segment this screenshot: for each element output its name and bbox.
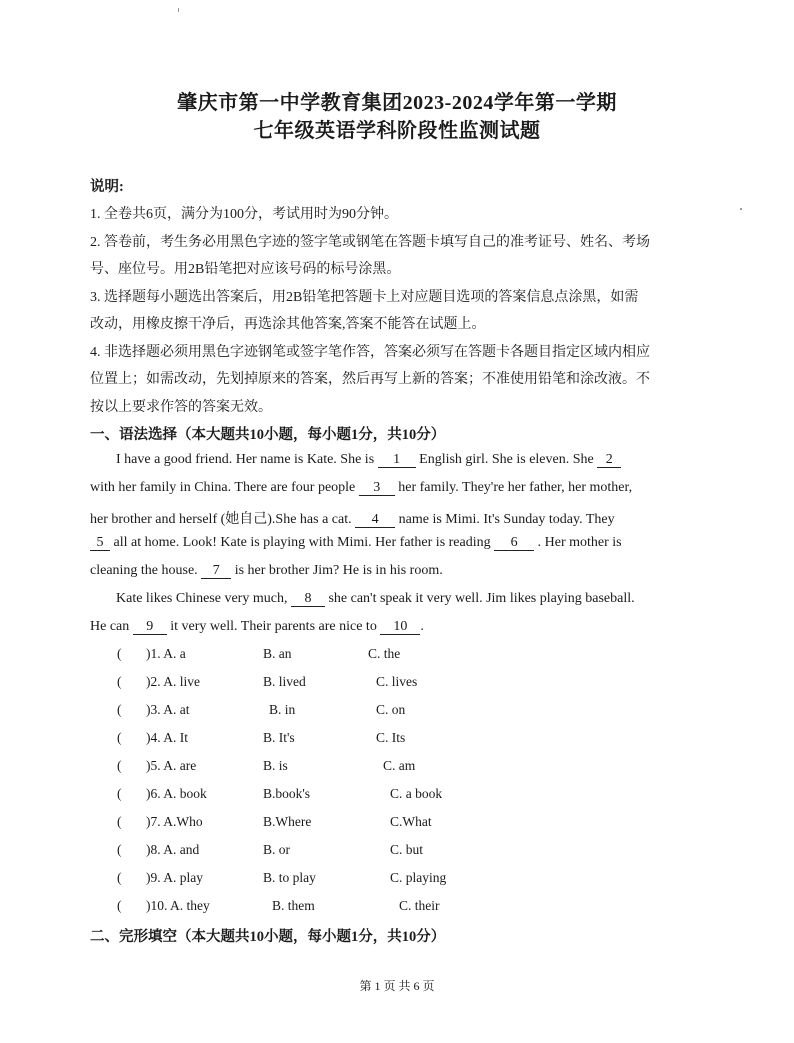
option-c: C. Its xyxy=(376,730,406,745)
answer-blank: 2 xyxy=(597,453,621,468)
option-c: C. the xyxy=(368,646,401,661)
option-b: B. or xyxy=(263,842,290,857)
option-b: B. to play xyxy=(263,870,316,885)
answer-blank: 10 xyxy=(380,620,420,635)
note-line: 2. 答卷前，考生务必用黑色字迹的签字笔或钢笔在答题卡填写自己的准考证号、姓名、考场 xyxy=(90,235,650,250)
note-line: 1. 全卷共6页，满分为100分，考试用时为90分钟。 xyxy=(90,207,398,222)
answer-paren[interactable]: ( xyxy=(117,814,122,829)
answer-blank: 1 xyxy=(378,453,416,468)
option-c: C. on xyxy=(376,702,406,717)
passage-text: it very well. Their parents are nice to xyxy=(170,619,377,634)
answer-blank: 8 xyxy=(291,592,325,607)
answer-blank: 9 xyxy=(133,620,167,635)
option-a: )5. A. are xyxy=(146,758,197,773)
option-c: C. lives xyxy=(376,674,418,689)
answer-paren[interactable]: ( xyxy=(117,646,122,661)
page-footer: 第 1 页 共 6 页 xyxy=(359,979,435,993)
answer-paren[interactable]: ( xyxy=(117,702,122,717)
answer-blank: 3 xyxy=(359,481,395,496)
note-line: 号、座位号。用2B铅笔把对应该号码的标号涂黑。 xyxy=(90,262,401,277)
answer-blank: 4 xyxy=(355,513,395,528)
option-b: B. an xyxy=(263,646,292,661)
passage-line-5 xyxy=(90,563,443,579)
option-a: )2. A. live xyxy=(146,674,200,689)
option-b: B. lived xyxy=(263,674,306,689)
note-line: 3. 选择题每小题选出答案后，用2B铅笔把答题卡上对应题目选项的答案信息点涂黑，如需 xyxy=(90,290,639,305)
note-line: 按以上要求作答的答案无效。 xyxy=(90,400,272,415)
option-a: )9. A. play xyxy=(146,870,203,885)
answer-paren[interactable]: ( xyxy=(117,758,122,773)
section2-heading: 二、完形填空（本大题共10小题，每小题1分，共10分） xyxy=(90,929,446,945)
passage-text: He can xyxy=(90,619,130,634)
option-c: C. their xyxy=(399,898,440,913)
passage-line-4 xyxy=(90,535,622,551)
exam-title-line2: 七年级英语学科阶段性监测试题 xyxy=(253,120,541,142)
option-b: B.book's xyxy=(263,786,311,801)
option-c: C. a book xyxy=(390,786,443,801)
passage-text: English girl. She is eleven. She xyxy=(419,452,594,467)
passage-line-7 xyxy=(90,619,424,635)
answer-blank: 7 xyxy=(201,564,231,579)
note-line: 改动，用橡皮擦干净后，再选涂其他答案,答案不能答在试题上。 xyxy=(90,317,486,332)
answer-paren[interactable]: ( xyxy=(117,898,122,913)
answer-paren[interactable]: ( xyxy=(117,786,122,801)
answer-paren[interactable]: ( xyxy=(117,674,122,689)
option-a: )6. A. book xyxy=(146,786,207,801)
option-a: )7. A.Who xyxy=(146,814,203,829)
note-line: 4. 非选择题必须用黑色字迹钢笔或签字笔作答，答案必须写在答题卡各题目指定区域内相应 xyxy=(90,345,650,360)
option-b: B. It's xyxy=(263,730,295,745)
scan-speck xyxy=(740,208,742,210)
option-a: )1. A. a xyxy=(146,646,186,661)
option-b: B. them xyxy=(272,898,315,913)
option-a: )3. A. at xyxy=(146,702,190,717)
passage-text: cleaning the house. xyxy=(90,563,198,578)
answer-blank: 5 xyxy=(90,536,110,551)
section1-heading: 一、语法选择（本大题共10小题，每小题1分，共10分） xyxy=(90,427,446,443)
passage-text: her brother and herself (她自己).She has a cat. xyxy=(90,512,352,527)
option-a: )4. A. It xyxy=(146,730,188,745)
passage-text: . Her mother is xyxy=(537,535,622,550)
passage-text: is her brother Jim? He is in his room. xyxy=(234,563,443,578)
passage-text: with her family in China. There are four people xyxy=(90,480,356,495)
passage-text: Kate likes Chinese very much, xyxy=(116,591,288,606)
note-line: 位置上；如需改动，先划掉原来的答案，然后再写上新的答案；不准使用铅笔和涂改液。不 xyxy=(90,372,650,387)
answer-paren[interactable]: ( xyxy=(117,870,122,885)
option-c: C. but xyxy=(390,842,424,857)
passage-text: her family. They're her father, her mother, xyxy=(398,480,633,495)
option-c: C. am xyxy=(383,758,416,773)
option-a: )10. A. they xyxy=(146,898,210,913)
option-b: B. in xyxy=(269,702,296,717)
answer-paren[interactable]: ( xyxy=(117,842,122,857)
option-c: C.What xyxy=(390,814,432,829)
passage-line-1 xyxy=(116,452,621,468)
scan-speck xyxy=(178,8,179,12)
notes-heading: 说明: xyxy=(90,179,124,195)
passage-text: . xyxy=(420,619,424,634)
passage-line-6 xyxy=(116,591,635,607)
passage-text: I have a good friend. Her name is Kate. She is xyxy=(116,452,375,467)
passage-line-3 xyxy=(90,508,615,528)
passage-line-2 xyxy=(90,480,632,496)
exam-title-line1: 肇庆市第一中学教育集团2023-2024学年第一学期 xyxy=(177,92,617,114)
passage-text: she can't speak it very well. Jim likes playing baseball. xyxy=(328,591,635,606)
passage-text: name is Mimi. It's Sunday today. They xyxy=(398,512,615,527)
option-a: )8. A. and xyxy=(146,842,200,857)
option-b: B.Where xyxy=(263,814,312,829)
answer-blank: 6 xyxy=(494,536,534,551)
answer-paren[interactable]: ( xyxy=(117,730,122,745)
option-c: C. playing xyxy=(390,870,447,885)
passage-text: all at home. Look! Kate is playing with Mimi. Her father is reading xyxy=(113,535,491,550)
option-b: B. is xyxy=(263,758,288,773)
